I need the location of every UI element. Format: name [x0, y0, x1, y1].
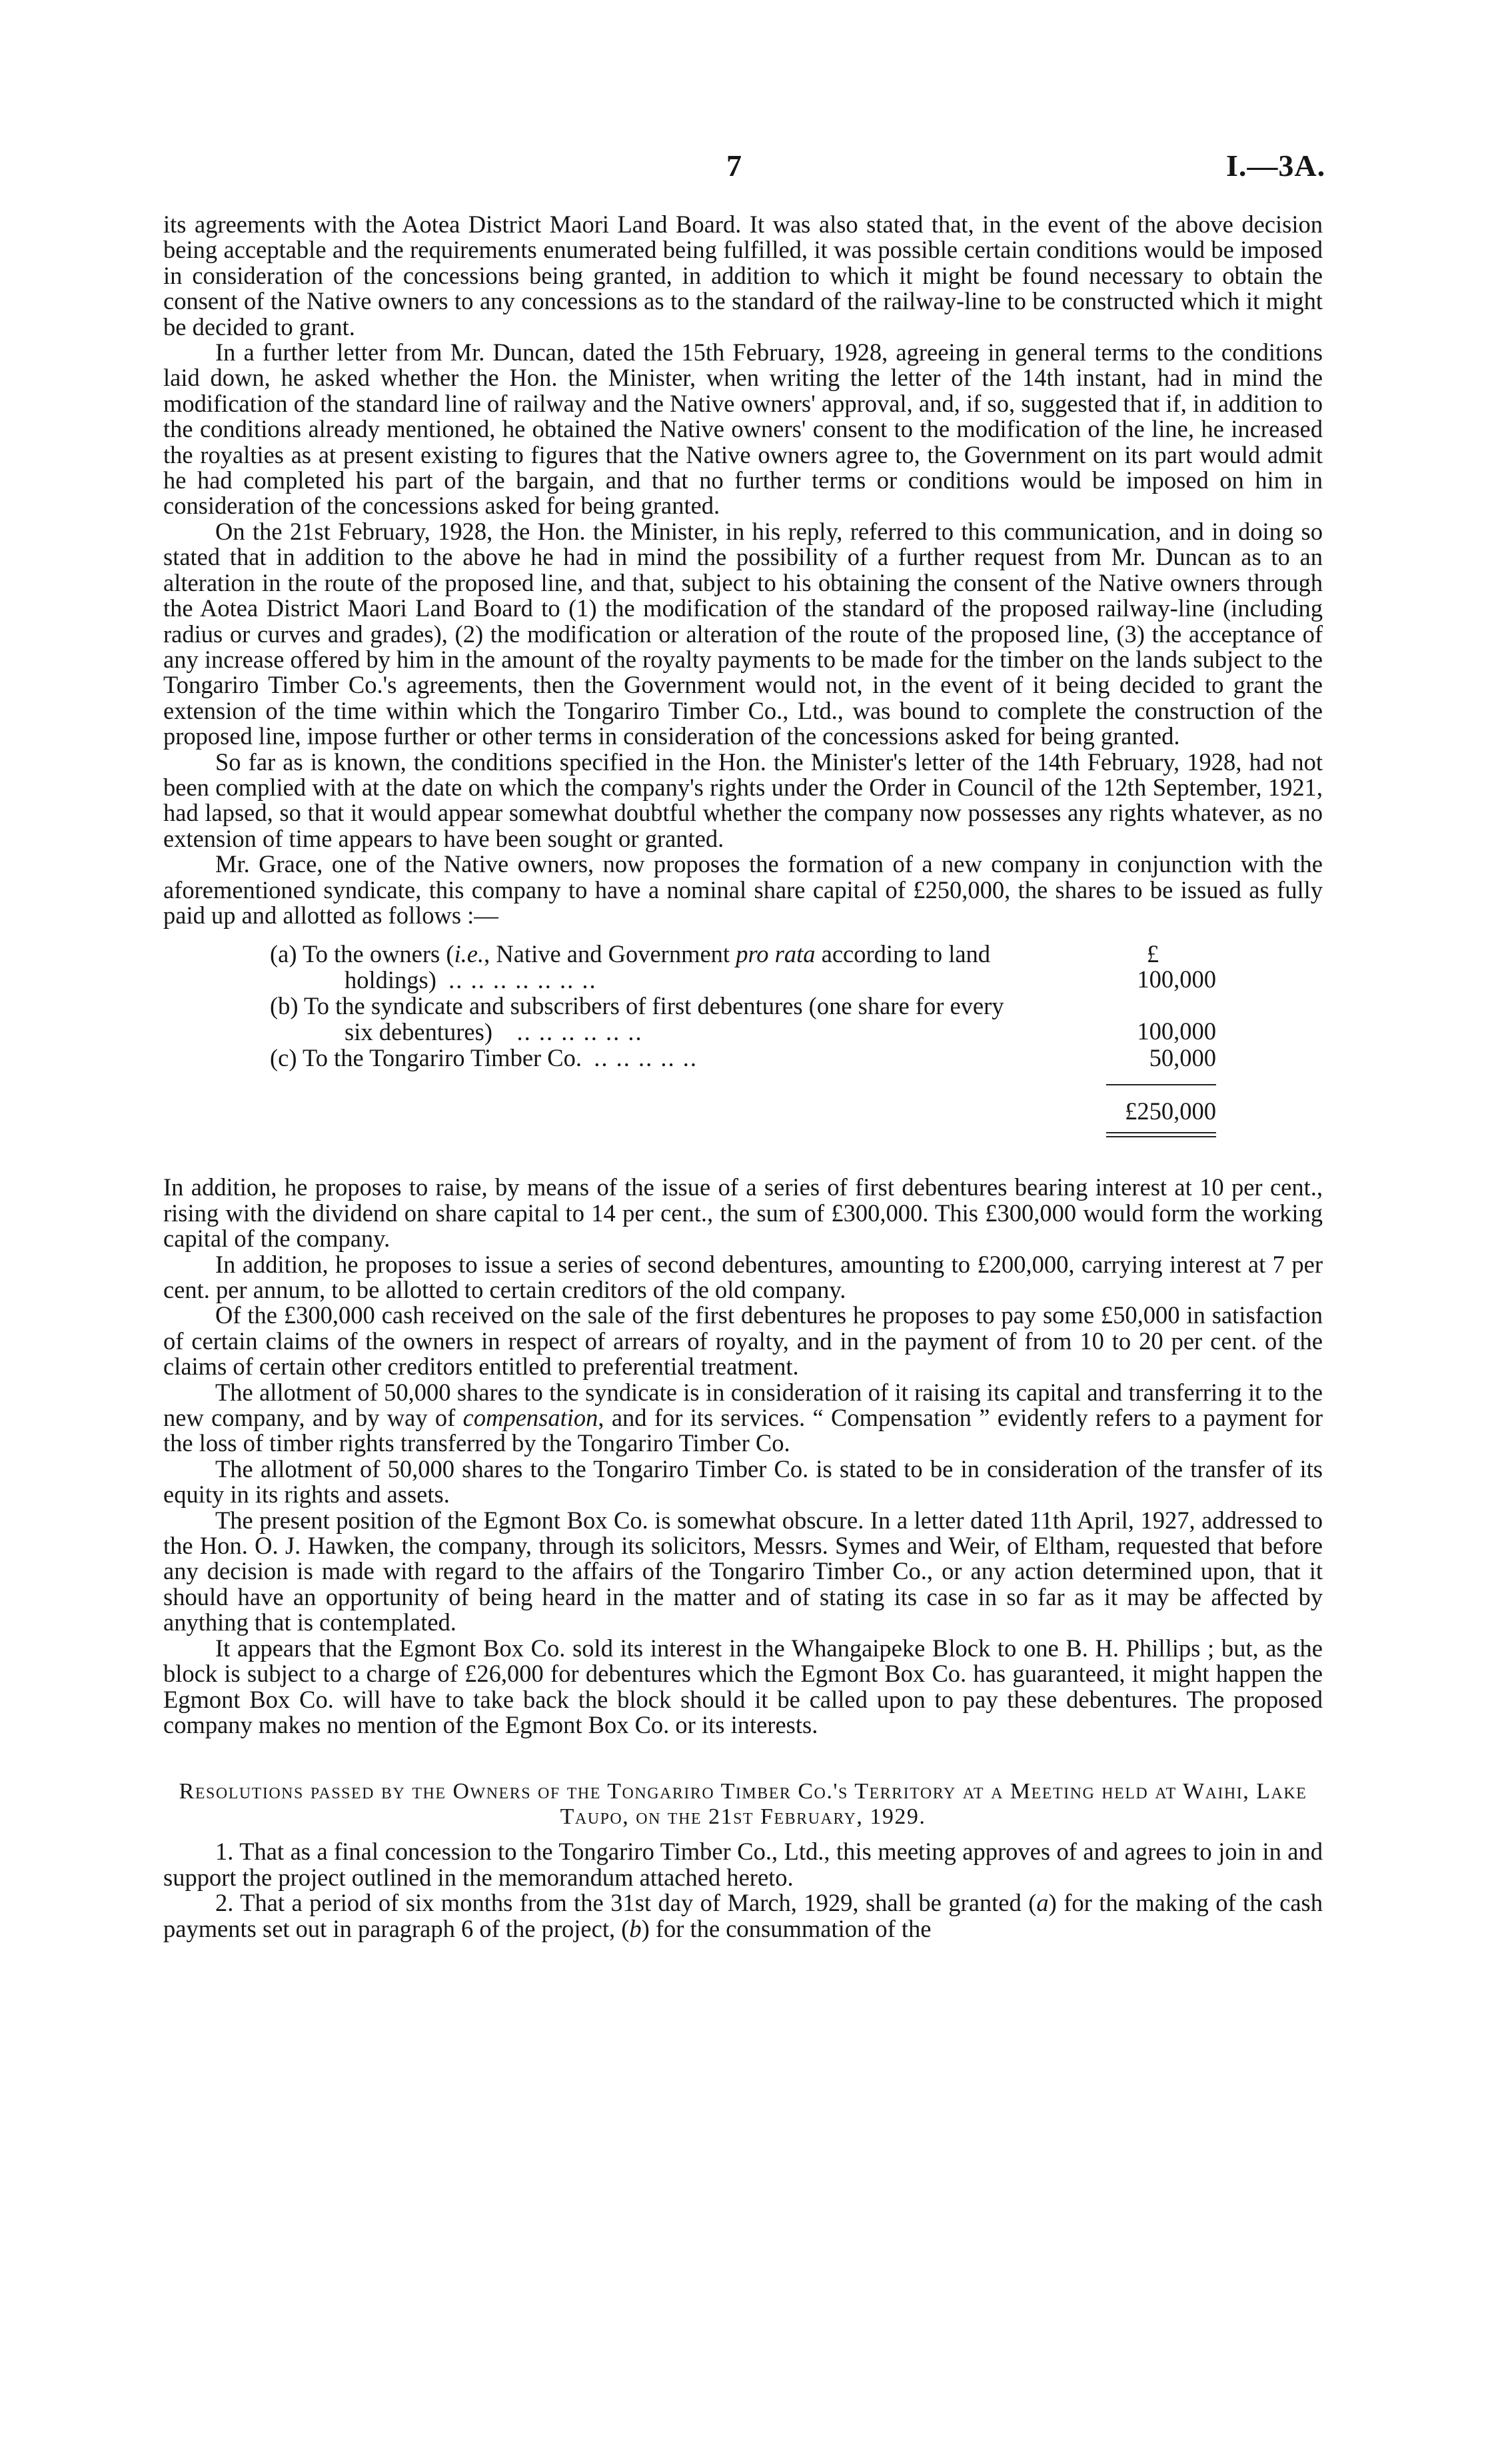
- row-label: (c): [270, 1044, 297, 1072]
- paragraph: On the 21st February, 1928, the Hon. the Minister, in his reply, referred to this communication, and in doing so stated that in addition to the above he had in mind the possibility of a further request from Mr. Duncan as to an alteration in the route of the proposed line, and that, subject to his obtaining the consent of the Native owners through the Aotea District Maori Land Board to (1) the modification of the standard of the proposed railway-line (including radius or curves and grades), (2) the modification or alteration of the route of the proposed line, (3) the acceptance of any increase offered by him in the amount of the royalty payments to be made for the timber on the lands subject to the Tongariro Timber Co.'s agreements, then the Government would not, in the event of it being decided to grant the extension of the time within which the Tongariro Timber Co., Ltd., was bound to complete the construction of the proposed line, impose further or other terms in consideration of the concessions asked for being granted.: [163, 517, 1323, 750]
- total-double-rule: [1106, 1136, 1216, 1137]
- paragraph: In addition, he proposes to issue a series of second debentures, amounting to £200,000, carrying interest at 7 per cent. per annum, to be allotted to certain creditors of the old company.: [163, 1250, 1323, 1303]
- row-amount: 100,000: [1137, 1017, 1216, 1045]
- paragraph: So far as is known, the conditions specified in the Hon. the Minister's letter of the 14th February, 1928, had not been complied with at the date on which the company's rights under the Order in Council of the 12th September, 1921, had lapsed, so that it would appear somewhat doubtful whether the company now possesses any rights whatever, as no extension of time appears to have been sought or granted.: [163, 748, 1323, 852]
- paragraph: The present position of the Egmont Box Co. is somewhat obscure. In a letter dated 11th April, 1927, addressed to the Hon. O. J. Hawken, the company, through its solicitors, Messrs. Symes and Weir, of Eltham, requested that before any decision is made with regard to the affairs of the Tongariro Timber Co., or any action determined upon, that it should have an opportunity of being heard in the matter and of stating its case in so far as it may be affected by anything that is contemplated.: [163, 1506, 1323, 1636]
- share-allotment-table: £ (a) To the owners (i.e., Native and Government pro rata according to land holdings) .. .. .. .. .. .. .. 100,000 (b) To the syndicate and subscribers of first debentures (one share for every six debentures) .. .. .. .. .. .. 100,000 (c) To the Tongariro Timber Co. .. .. .. .. .. 50,000 £250,000: [163, 941, 1323, 1161]
- document-body: [163, 212, 1323, 1942]
- paragraph: The allotment of 50,000 shares to the syndicate is in consideration of it raising its capital and transferring it to the new company, and by way of compensation, and for its services. “ Compensation ” evidently refers to a payment for the loss of timber rights transferred by the Tongariro Timber Co.: [163, 1378, 1323, 1457]
- total-rule: [1106, 1084, 1216, 1085]
- allotment-total: £250,000: [1125, 1097, 1216, 1125]
- row-label: (a): [270, 940, 297, 968]
- row-label: (b): [270, 992, 299, 1020]
- paragraph: Mr. Grace, one of the Native owners, now proposes the formation of a new company in conjunction with the aforementioned syndicate, this company to have a nominal share capital of £250,000, the shares to be issued as fully paid up and allotted as follows :—: [163, 850, 1323, 929]
- row-amount: 100,000: [1137, 965, 1216, 993]
- row-amount: 50,000: [1149, 1044, 1216, 1072]
- paragraph: It appears that the Egmont Box Co. sold its interest in the Whangaipeke Block to one B. H. Phillips ; but, as the block is subject to a charge of £26,000 for debentures which the Egmont Box Co. has guaranteed, it might happen the Egmont Box Co. will have to take back the block should it be called upon to pay these debentures. The proposed company makes no mention of the Egmont Box Co. or its interests.: [163, 1634, 1323, 1738]
- resolutions-heading: Resolutions passed by the Owners of the Tongariro Timber Co.'s Territory at a Meeting held at Waihi, Lake Taupo, on the 21st February, 1929.: [179, 1779, 1307, 1830]
- paragraph: The allotment of 50,000 shares to the Tongariro Timber Co. is stated to be in consideration of the transfer of its equity in its rights and assets.: [163, 1455, 1323, 1509]
- total-double-rule: [1106, 1132, 1216, 1133]
- paragraph: In addition, he proposes to raise, by means of the issue of a series of first debentures bearing interest at 10 per cent., rising with the dividend on share capital to 14 per cent., the sum of £300,000. This £300,000 would form the working capital of the company.: [163, 1173, 1323, 1253]
- resolution-item: 1. That as a final concession to the Tongariro Timber Co., Ltd., this meeting approves of and agrees to join in and support the project outlined in the memorandum attached hereto.: [163, 1838, 1323, 1891]
- paragraph: In a further letter from Mr. Duncan, dated the 15th February, 1928, agreeing in general terms to the conditions laid down, he asked whether the Hon. the Minister, when writing the letter of the 14th instant, had in mind the modification of the standard line of railway and the Native owners' approval, and, if so, suggested that if, in addition to the conditions already mentioned, he obtained the Native owners' consent to the modification of the line, he increased the royalties as at present existing to figures that the Native owners agree to, the Government on its part would admit he had completed his part of the bargain, and that no further terms or conditions would be imposed on him in consideration of the concessions asked for being granted.: [163, 338, 1323, 520]
- currency-header: £: [1146, 940, 1159, 968]
- paragraph: its agreements with the Aotea District Maori Land Board. It was also stated that, in the event of the above decision being acceptable and the requirements enumerated being fulfilled, it was possible certain conditions would be imposed in consideration of the concessions being granted, in addition to which it might be found necessary to obtain the consent of the Native owners to any concessions as to the standard of the railway-line to be constructed which it might be decided to grant.: [163, 211, 1323, 340]
- document-reference: I.—3A.: [1226, 149, 1326, 183]
- page-number: 7: [726, 149, 742, 183]
- resolution-item: 2. That a period of six months from the 31st day of March, 1929, shall be granted (a) for the making of the cash payments set out in paragraph 6 of the project, (b) for the consummation of the: [163, 1889, 1323, 1942]
- paragraph: Of the £300,000 cash received on the sale of the first debentures he proposes to pay some £50,000 in satisfaction of certain claims of the owners in respect of arrears of royalty, and in the payment of from 10 to 20 per cent. of the claims of certain other creditors entitled to preferential treatment.: [163, 1301, 1323, 1381]
